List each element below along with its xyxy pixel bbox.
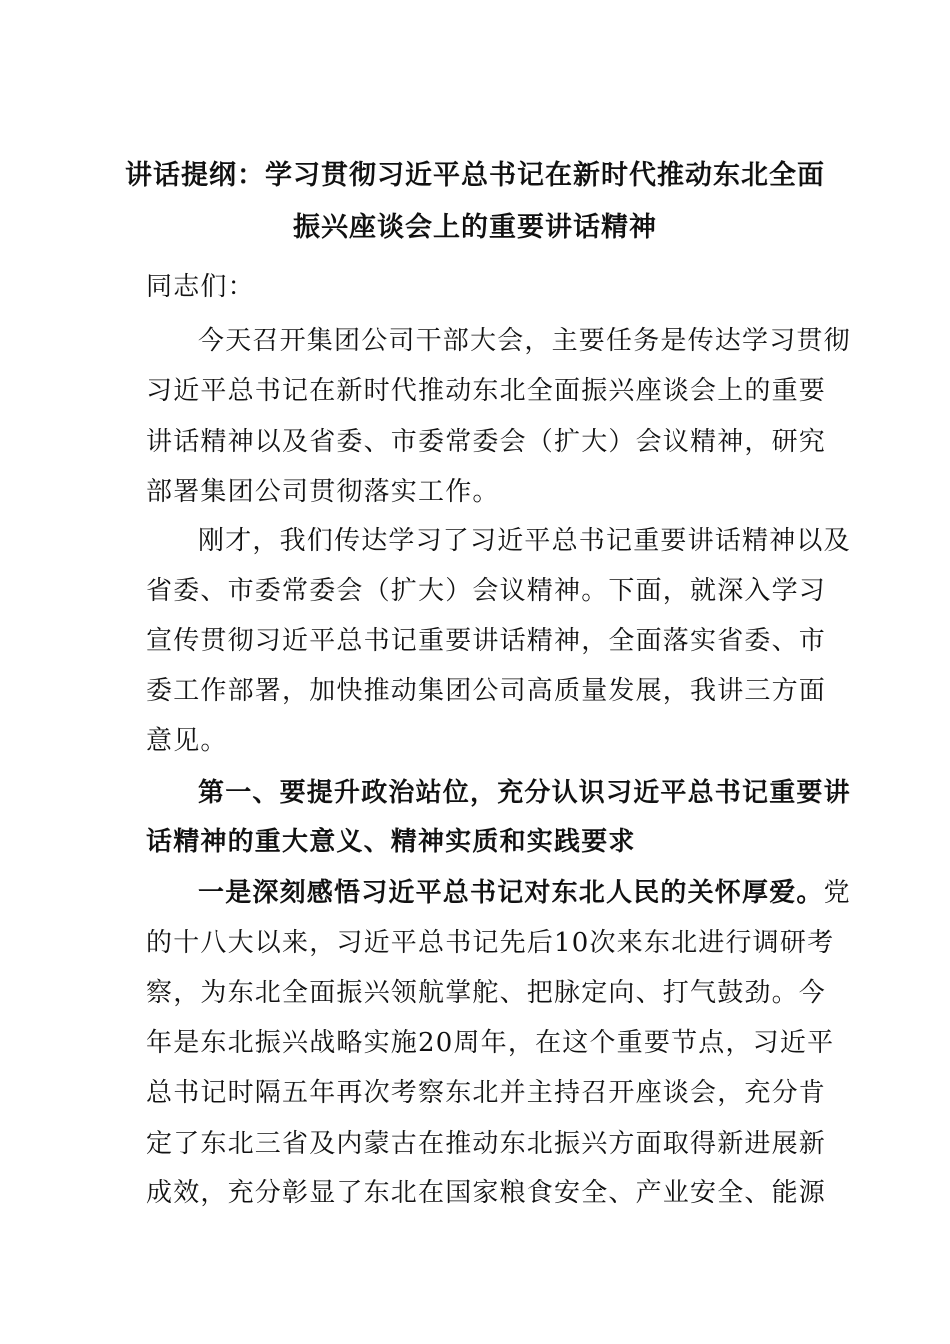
paragraph-3-lead-tail: 党 xyxy=(823,878,851,908)
paragraph-3-lead-sentence: 一是深刻感悟习近平总书记对东北人民的关怀厚爱。 xyxy=(198,878,824,908)
paragraph-2-line-5: 意见。 xyxy=(146,726,228,756)
paragraph-3-line-6: 定了东北三省及内蒙古在推动东北振兴方面取得新进展新 xyxy=(146,1129,827,1159)
paragraph-3-line-2: 的十八大以来，习近平总书记先后10次来东北进行调研考 xyxy=(146,928,835,958)
paragraph-1-line-4: 部署集团公司贯彻落实工作。 xyxy=(146,477,500,507)
paragraph-3-line-3: 察，为东北全面振兴领航掌舵、把脉定向、打气鼓劲。今 xyxy=(146,978,827,1008)
section-heading-1-line-1: 第一、要提升政治站位，充分认识习近平总书记重要讲 xyxy=(198,778,851,808)
paragraph-2-line-4: 委工作部署，加快推动集团公司高质量发展，我讲三方面 xyxy=(146,676,827,706)
salutation: 同志们： xyxy=(146,272,255,302)
paragraph-1-line-2: 习近平总书记在新时代推动东北全面振兴座谈会上的重要 xyxy=(146,376,827,406)
paragraph-2-line-3: 宣传贯彻习近平总书记重要讲话精神，全面落实省委、市 xyxy=(146,626,827,656)
paragraph-1-line-1: 今天召开集团公司干部大会，主要任务是传达学习贯彻 xyxy=(198,326,851,356)
section-heading-1-line-2: 话精神的重大意义、精神实质和实践要求 xyxy=(146,827,636,857)
paragraph-3-line-5: 总书记时隔五年再次考察东北并主持召开座谈会，充分肯 xyxy=(146,1078,827,1108)
paragraph-3-line-1 xyxy=(198,880,851,906)
paragraph-3-line-4: 年是东北振兴战略实施20周年，在这个重要节点，习近平 xyxy=(146,1028,835,1058)
paragraph-2-line-2: 省委、市委常委会（扩大）会议精神。下面，就深入学习 xyxy=(146,576,827,606)
paragraph-1-line-3: 讲话精神以及省委、市委常委会（扩大）会议精神，研究 xyxy=(146,427,827,457)
document-title-line-2: 振兴座谈会上的重要讲话精神 xyxy=(293,212,657,243)
paragraph-2-line-1: 刚才，我们传达学习了习近平总书记重要讲话精神以及 xyxy=(198,526,851,556)
paragraph-3-line-7: 成效，充分彰显了东北在国家粮食安全、产业安全、能源 xyxy=(146,1178,827,1208)
document-title-line-1: 讲话提纲：学习贯彻习近平总书记在新时代推动东北全面 xyxy=(125,160,825,191)
